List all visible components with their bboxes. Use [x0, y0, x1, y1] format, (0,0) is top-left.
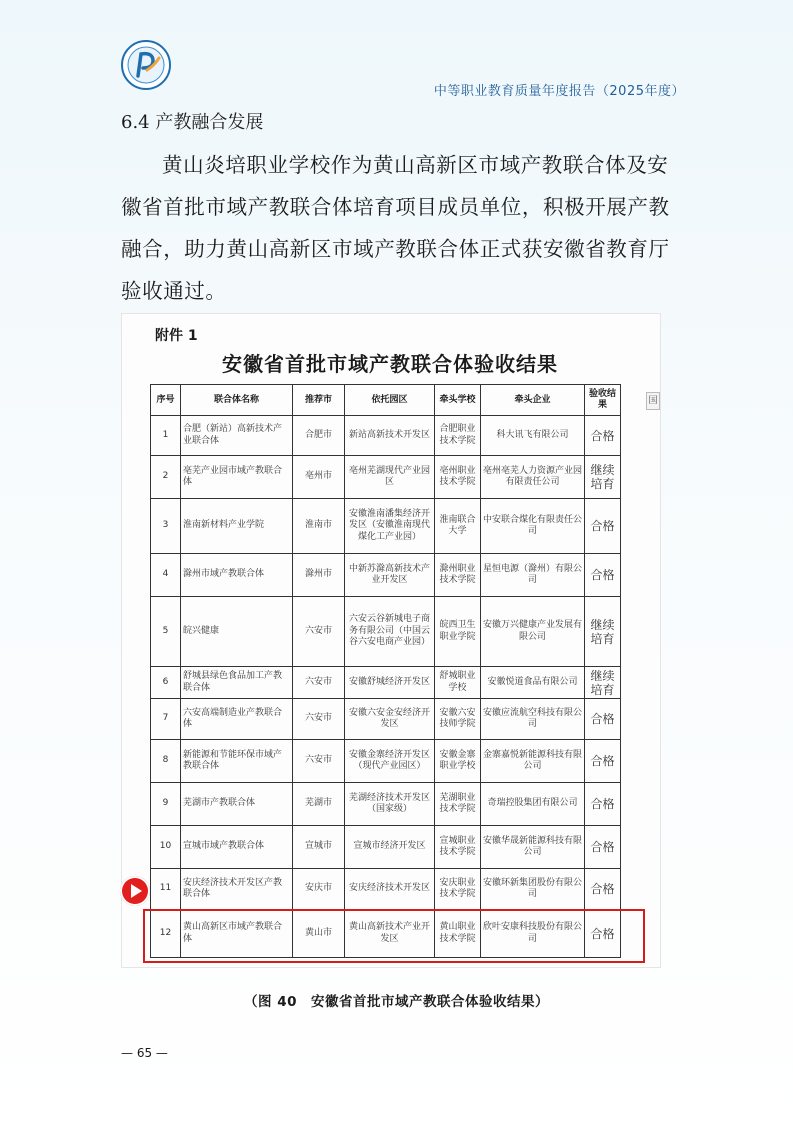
table-row [151, 499, 621, 554]
recommend-city-cell: 合肥市 [293, 416, 345, 456]
page-number: — 65 — [121, 1046, 168, 1060]
lead-enterprise-cell: 安徽应流航空科技有限公司 [481, 699, 585, 740]
lead-school-cell: 宣城职业技术学院 [435, 826, 481, 869]
acceptance-result-cell: 合格 [585, 783, 621, 826]
recommend-city-cell: 安庆市 [293, 869, 345, 910]
acceptance-result-cell: 继续培育 [585, 667, 621, 699]
host-park-cell: 安徽金寨经济开发区（现代产业园区） [345, 740, 435, 783]
recommend-city-cell: 六安市 [293, 699, 345, 740]
acceptance-result-cell: 合格 [585, 699, 621, 740]
header-park: 依托园区 [345, 385, 435, 416]
table-row [151, 416, 621, 456]
acceptance-result-cell: 继续培育 [585, 456, 621, 499]
acceptance-result-cell: 合格 [585, 869, 621, 910]
recommend-city-cell: 六安市 [293, 667, 345, 699]
alliance-name-cell: 宣城市域产教联合体 [181, 826, 293, 869]
header-no: 序号 [151, 385, 181, 416]
row-number-cell: 12 [151, 910, 181, 958]
host-park-cell: 亳州芜湖现代产业园区 [345, 456, 435, 499]
alliance-name-cell: 合肥（新站）高新技术产业联合体 [181, 416, 293, 456]
alliance-name-cell: 黄山高新区市域产教联合体 [181, 910, 293, 958]
lead-enterprise-cell: 安徽万兴健康产业发展有限公司 [481, 597, 585, 667]
host-park-cell: 安徽淮南潘集经济开发区（安徽淮南现代煤化工产业园） [345, 499, 435, 554]
host-park-cell: 芜湖经济技术开发区（国家级） [345, 783, 435, 826]
host-park-cell: 新站高新技术开发区 [345, 416, 435, 456]
lead-enterprise-cell: 中安联合煤化有限责任公司 [481, 499, 585, 554]
lead-enterprise-cell: 奇瑞控股集团有限公司 [481, 783, 585, 826]
lead-enterprise-cell: 安徽悦道食品有限公司 [481, 667, 585, 699]
alliance-name-cell: 安庆经济技术开发区产教联合体 [181, 869, 293, 910]
lead-school-cell: 亳州职业技术学院 [435, 456, 481, 499]
acceptance-result-table [150, 384, 621, 958]
host-park-cell: 安徽六安金安经济开发区 [345, 699, 435, 740]
row-number-cell: 7 [151, 699, 181, 740]
side-tab[interactable]: 国 [646, 392, 660, 410]
lead-enterprise-cell: 欣叶安康科技股份有限公司 [481, 910, 585, 958]
table-row [151, 826, 621, 869]
host-park-cell: 安庆经济技术开发区 [345, 869, 435, 910]
table-row [151, 740, 621, 783]
row-number-cell: 11 [151, 869, 181, 910]
table-header-row [151, 385, 621, 416]
acceptance-result-cell: 合格 [585, 910, 621, 958]
table-row [151, 699, 621, 740]
section-heading: 6.4 产教融合发展 [121, 112, 264, 133]
recommend-city-cell: 亳州市 [293, 456, 345, 499]
figure-caption: （图 40 安徽省首批市域产教联合体验收结果） [244, 994, 549, 1010]
recommend-city-cell: 黄山市 [293, 910, 345, 958]
alliance-name-cell: 滁州市域产教联合体 [181, 554, 293, 597]
host-park-cell: 黄山高新技术产业开发区 [345, 910, 435, 958]
lead-enterprise-cell: 安徽环新集团股份有限公司 [481, 869, 585, 910]
lead-school-cell: 皖西卫生职业学院 [435, 597, 481, 667]
header-city: 推荐市 [293, 385, 345, 416]
alliance-name-cell: 皖兴健康 [181, 597, 293, 667]
acceptance-result-cell: 合格 [585, 740, 621, 783]
lead-school-cell: 安庆职业技术学院 [435, 869, 481, 910]
lead-enterprise-cell: 安徽华晟新能源科技有限公司 [481, 826, 585, 869]
host-park-cell: 宣城市经济开发区 [345, 826, 435, 869]
header-enterprise: 牵头企业 [481, 385, 585, 416]
table-row [151, 667, 621, 699]
host-park-cell: 安徽舒城经济开发区 [345, 667, 435, 699]
row-number-cell: 4 [151, 554, 181, 597]
lead-school-cell: 安徽金寨职业学校 [435, 740, 481, 783]
lead-school-cell: 舒城职业学校 [435, 667, 481, 699]
lead-school-cell: 合肥职业技术学院 [435, 416, 481, 456]
lead-school-cell: 芜湖职业技术学院 [435, 783, 481, 826]
recommend-city-cell: 六安市 [293, 597, 345, 667]
recommend-city-cell: 宣城市 [293, 826, 345, 869]
lead-enterprise-cell: 星恒电源（滁州）有限公司 [481, 554, 585, 597]
acceptance-result-cell: 合格 [585, 499, 621, 554]
alliance-name-cell: 淮南新材料产业学院 [181, 499, 293, 554]
alliance-name-cell: 新能源和节能环保市域产教联合体 [181, 740, 293, 783]
alliance-name-cell: 亳芜产业园市域产教联合体 [181, 456, 293, 499]
header-name: 联合体名称 [181, 385, 293, 416]
report-header-title: 中等职业教育质量年度报告（2025年度） [433, 84, 685, 99]
acceptance-result-cell: 继续培育 [585, 597, 621, 667]
lead-enterprise-cell: 金寨嘉悦新能源科技有限公司 [481, 740, 585, 783]
recommend-city-cell: 六安市 [293, 740, 345, 783]
row-number-cell: 3 [151, 499, 181, 554]
table-row [151, 456, 621, 499]
school-logo [121, 40, 171, 90]
host-park-cell: 六安云谷新城电子商务有限公司（中国云谷六安电商产业园） [345, 597, 435, 667]
table-row [151, 910, 621, 958]
lead-school-cell: 淮南联合大学 [435, 499, 481, 554]
table-row [151, 597, 621, 667]
row-number-cell: 8 [151, 740, 181, 783]
acceptance-result-cell: 合格 [585, 826, 621, 869]
recommend-city-cell: 淮南市 [293, 499, 345, 554]
lead-enterprise-cell: 亳州亳芜人力资源产业园有限责任公司 [481, 456, 585, 499]
attachment-label: 附件 1 [155, 328, 198, 344]
recommend-city-cell: 芜湖市 [293, 783, 345, 826]
row-number-cell: 10 [151, 826, 181, 869]
alliance-name-cell: 六安高端制造业产教联合体 [181, 699, 293, 740]
lead-school-cell: 滁州职业技术学院 [435, 554, 481, 597]
acceptance-result-cell: 合格 [585, 416, 621, 456]
table-row [151, 783, 621, 826]
lead-school-cell: 黄山职业技术学院 [435, 910, 481, 958]
row-number-cell: 5 [151, 597, 181, 667]
header-school: 牵头学校 [435, 385, 481, 416]
figure-title: 安徽省首批市域产教联合体验收结果 [222, 352, 558, 376]
table-row [151, 869, 621, 910]
lead-enterprise-cell: 科大讯飞有限公司 [481, 416, 585, 456]
body-paragraph: 黄山炎培职业学校作为黄山高新区市域产教联合体及安徽省首批市域产教联合体培育项目成员单位，积极开展产教融合，助力黄山高新区市域产教联合体正式获安徽省教育厅验收通过。 [121, 153, 670, 303]
table-row [151, 554, 621, 597]
alliance-name-cell: 芜湖市产教联合体 [181, 783, 293, 826]
row-number-cell: 2 [151, 456, 181, 499]
row-number-cell: 1 [151, 416, 181, 456]
row-number-cell: 6 [151, 667, 181, 699]
header-result: 验收结果 [585, 385, 621, 416]
acceptance-result-cell: 合格 [585, 554, 621, 597]
lead-school-cell: 安徽六安技师学院 [435, 699, 481, 740]
row-number-cell: 9 [151, 783, 181, 826]
play-arrow-icon[interactable] [120, 876, 150, 906]
host-park-cell: 中新苏滁高新技术产业开发区 [345, 554, 435, 597]
alliance-name-cell: 舒城县绿色食品加工产教联合体 [181, 667, 293, 699]
recommend-city-cell: 滁州市 [293, 554, 345, 597]
